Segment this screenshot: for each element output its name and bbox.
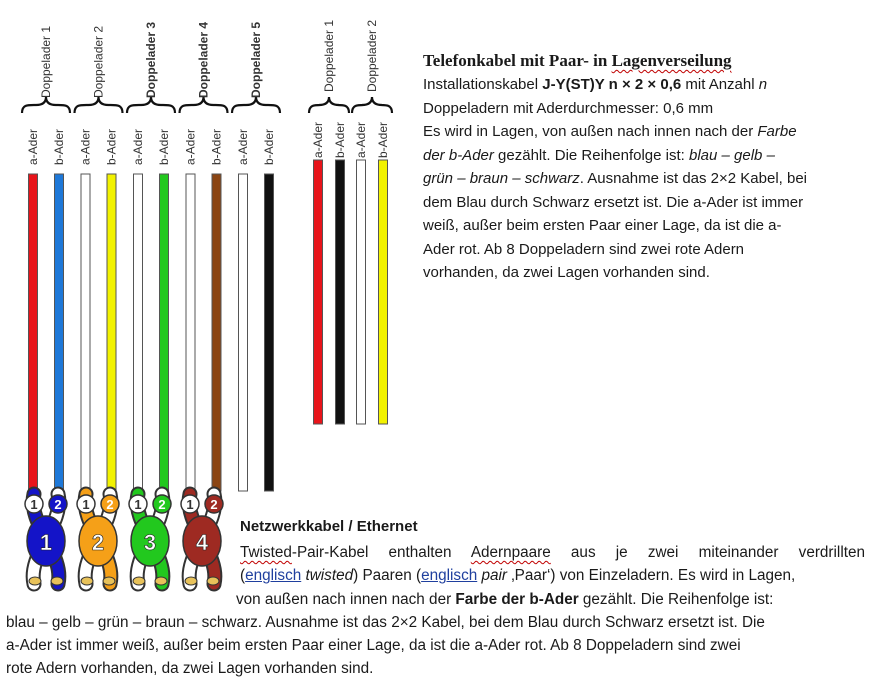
network-description <box>0 541 865 681</box>
cable2-a-label-1: a-Ader <box>311 121 325 158</box>
cable1-a-wire-5 <box>239 174 248 491</box>
net-l1c: Adernpaare <box>470 544 551 561</box>
network-title: Netzwerkkabel / Ethernet <box>240 518 418 535</box>
telephone-line-8: Ader rot. Ab 8 Doppeladern sind zwei rote Adern <box>423 240 745 258</box>
net-l1a: Twisted <box>240 544 292 561</box>
cable1-b-label-5: b-Ader <box>262 128 276 165</box>
twisted-b-number-2: 2 <box>106 497 114 512</box>
cable1-a-wire-2 <box>81 174 90 491</box>
twisted-pair-number-2: 2 <box>91 530 105 555</box>
telephone-title <box>423 50 863 72</box>
cable2-brace-2 <box>352 97 392 113</box>
telephone-title-part1: Telefonkabel mit Paar- in <box>423 51 612 70</box>
telephone-line-3 <box>423 120 863 144</box>
cable1-b-wire-4 <box>212 174 221 491</box>
cable1-pair-label-5: Doppelader 5 <box>249 21 263 98</box>
tel-l3a: Es wird in Lagen, von außen nach innen nach der <box>423 123 758 140</box>
cable1-a-wire-1 <box>29 174 38 491</box>
cable2-pair-label-1: Doppelader 1 <box>322 19 336 92</box>
cable2-brace-1 <box>309 97 349 113</box>
network-line-4: blau – gelb – grün – braun – schwarz. Ausnahme ist das 2×2 Kabel, bei dem Blau durch Schwarz ersetzt ist. Die <box>6 613 765 631</box>
cable2-b-label-2: b-Ader <box>376 121 390 158</box>
cable1-b-wire-3 <box>160 174 169 491</box>
cable2-a-wire-1 <box>314 160 323 424</box>
cable1-a-label-2: a-Ader <box>78 128 93 165</box>
tel-l4b: gezählt. Die Reihenfolge ist: <box>493 146 689 164</box>
twisted-pair-number-3: 3 <box>143 530 157 555</box>
cable1-a-label-4: a-Ader <box>183 128 198 165</box>
cable1-pair-label-3: Doppelader 3 <box>144 21 158 98</box>
englisch-link-2[interactable]: englisch <box>421 567 478 585</box>
net-l2a: ( <box>240 567 246 585</box>
twisted-a-number-3: 1 <box>134 497 142 512</box>
telephone-line-5 <box>423 167 863 191</box>
tel-l3b: Farbe <box>757 123 797 140</box>
cable1-b-wire-1 <box>55 174 64 491</box>
telephone-line-2: Doppeladern mit Aderdurchmesser: 0,6 mm <box>423 99 714 117</box>
twisted-a-number-1: 1 <box>30 497 38 512</box>
cable1-pair-label-4: Doppelader 4 <box>196 21 211 98</box>
telephone-line-1 <box>423 73 863 97</box>
tel-l1a: Installationskabel <box>423 76 543 93</box>
net-l3b: Farbe der b-Ader <box>455 590 579 608</box>
net-l1b: -Pair-Kabel enthalten <box>291 544 471 561</box>
cable2-b-wire-1 <box>336 160 345 424</box>
net-l3c: gezählt. Die Reihenfolge ist: <box>578 590 774 608</box>
cable2-pair-label-2: Doppelader 2 <box>365 19 379 92</box>
cable1-a-wire-3 <box>134 174 143 491</box>
cable1-brace-5 <box>232 97 280 113</box>
twisted-b-number-3: 2 <box>158 497 166 512</box>
cable2-a-label-2: a-Ader <box>354 121 368 158</box>
net-l2i: ‚Paar‘) von Einzeladern. Es wird in Lagen, <box>507 567 796 585</box>
net-l2h: pair <box>481 567 507 585</box>
cable1-b-label-2: b-Ader <box>104 128 119 165</box>
network-line-5: a-Ader ist immer weiß, außer beim ersten Paar einer Lage, da ist die a-Ader rot. Ab 8 Doppeladern sind zwei <box>6 637 741 655</box>
twisted-a-number-4: 1 <box>186 497 194 512</box>
cable1-brace-4 <box>180 97 228 113</box>
cable2-b-label-1: b-Ader <box>333 121 347 158</box>
cable1-b-wire-2 <box>107 174 116 491</box>
telephone-line-9: vorhanden, da zwei Lagen vorhanden sind. <box>423 264 710 281</box>
network-line-3 <box>0 588 865 611</box>
englisch-link-1[interactable]: englisch <box>245 567 302 585</box>
cable1-a-label-5: a-Ader <box>236 128 250 165</box>
cable1-b-label-3: b-Ader <box>157 128 171 165</box>
cable1-a-wire-4 <box>186 174 195 491</box>
telephone-description <box>423 50 863 285</box>
network-line-6: rote Adern vorhanden, da zwei Lagen vorhanden sind. <box>6 660 374 678</box>
cable1-brace-1 <box>22 97 70 113</box>
cable1-brace-3 <box>127 97 175 113</box>
cable1-pair-label-1: Doppelader 1 <box>39 25 53 98</box>
telephone-line-7: weiß, außer beim ersten Paar einer Lage, da ist die a- <box>423 217 782 234</box>
cable1-b-label-4: b-Ader <box>209 128 224 165</box>
net-l2d: twisted <box>305 567 354 585</box>
net-l1d: aus je zwei miteinander verdrillten <box>550 544 865 561</box>
tel-l4a: der b-Ader <box>423 146 494 164</box>
twisted-pair-number-4: 4 <box>195 530 209 555</box>
cable1-brace-2 <box>75 97 123 113</box>
twisted-pair-number-1: 1 <box>39 530 53 555</box>
network-line-1 <box>0 541 865 564</box>
cable2-a-wire-2 <box>357 160 366 424</box>
net-l3a: von außen nach innen nach der <box>236 590 456 608</box>
telephone-title-part2: Lagenverseilung <box>611 51 732 70</box>
net-l2e: ) Paaren ( <box>353 567 422 585</box>
twisted-b-number-4: 2 <box>210 497 218 512</box>
tel-l5a: grün – braun – schwarz <box>423 170 580 187</box>
twisted-b-number-1: 2 <box>54 497 62 512</box>
cable1-a-label-1: a-Ader <box>26 128 40 165</box>
tel-cable-type: J-Y(ST)Y n × 2 × 0,6 <box>542 76 682 93</box>
cable2-b-wire-2 <box>379 160 388 424</box>
tel-l5b: . Ausnahme ist das 2×2 Kabel, bei <box>579 170 807 187</box>
cable1-b-label-1: b-Ader <box>52 128 66 165</box>
network-line-2 <box>0 564 865 587</box>
cable1-pair-label-2: Doppelader 2 <box>91 25 106 98</box>
cable1-b-wire-5 <box>265 174 274 491</box>
tel-l1c: mit Anzahl <box>681 76 759 93</box>
tel-l1d: n <box>758 76 768 93</box>
cable1-a-label-3: a-Ader <box>131 128 145 165</box>
telephone-line-4 <box>423 144 863 168</box>
telephone-line-6: dem Blau durch Schwarz ersetzt ist. Die a-Ader ist immer <box>423 193 804 211</box>
tel-l4c: blau – gelb – <box>689 146 775 164</box>
twisted-a-number-2: 1 <box>82 497 90 512</box>
